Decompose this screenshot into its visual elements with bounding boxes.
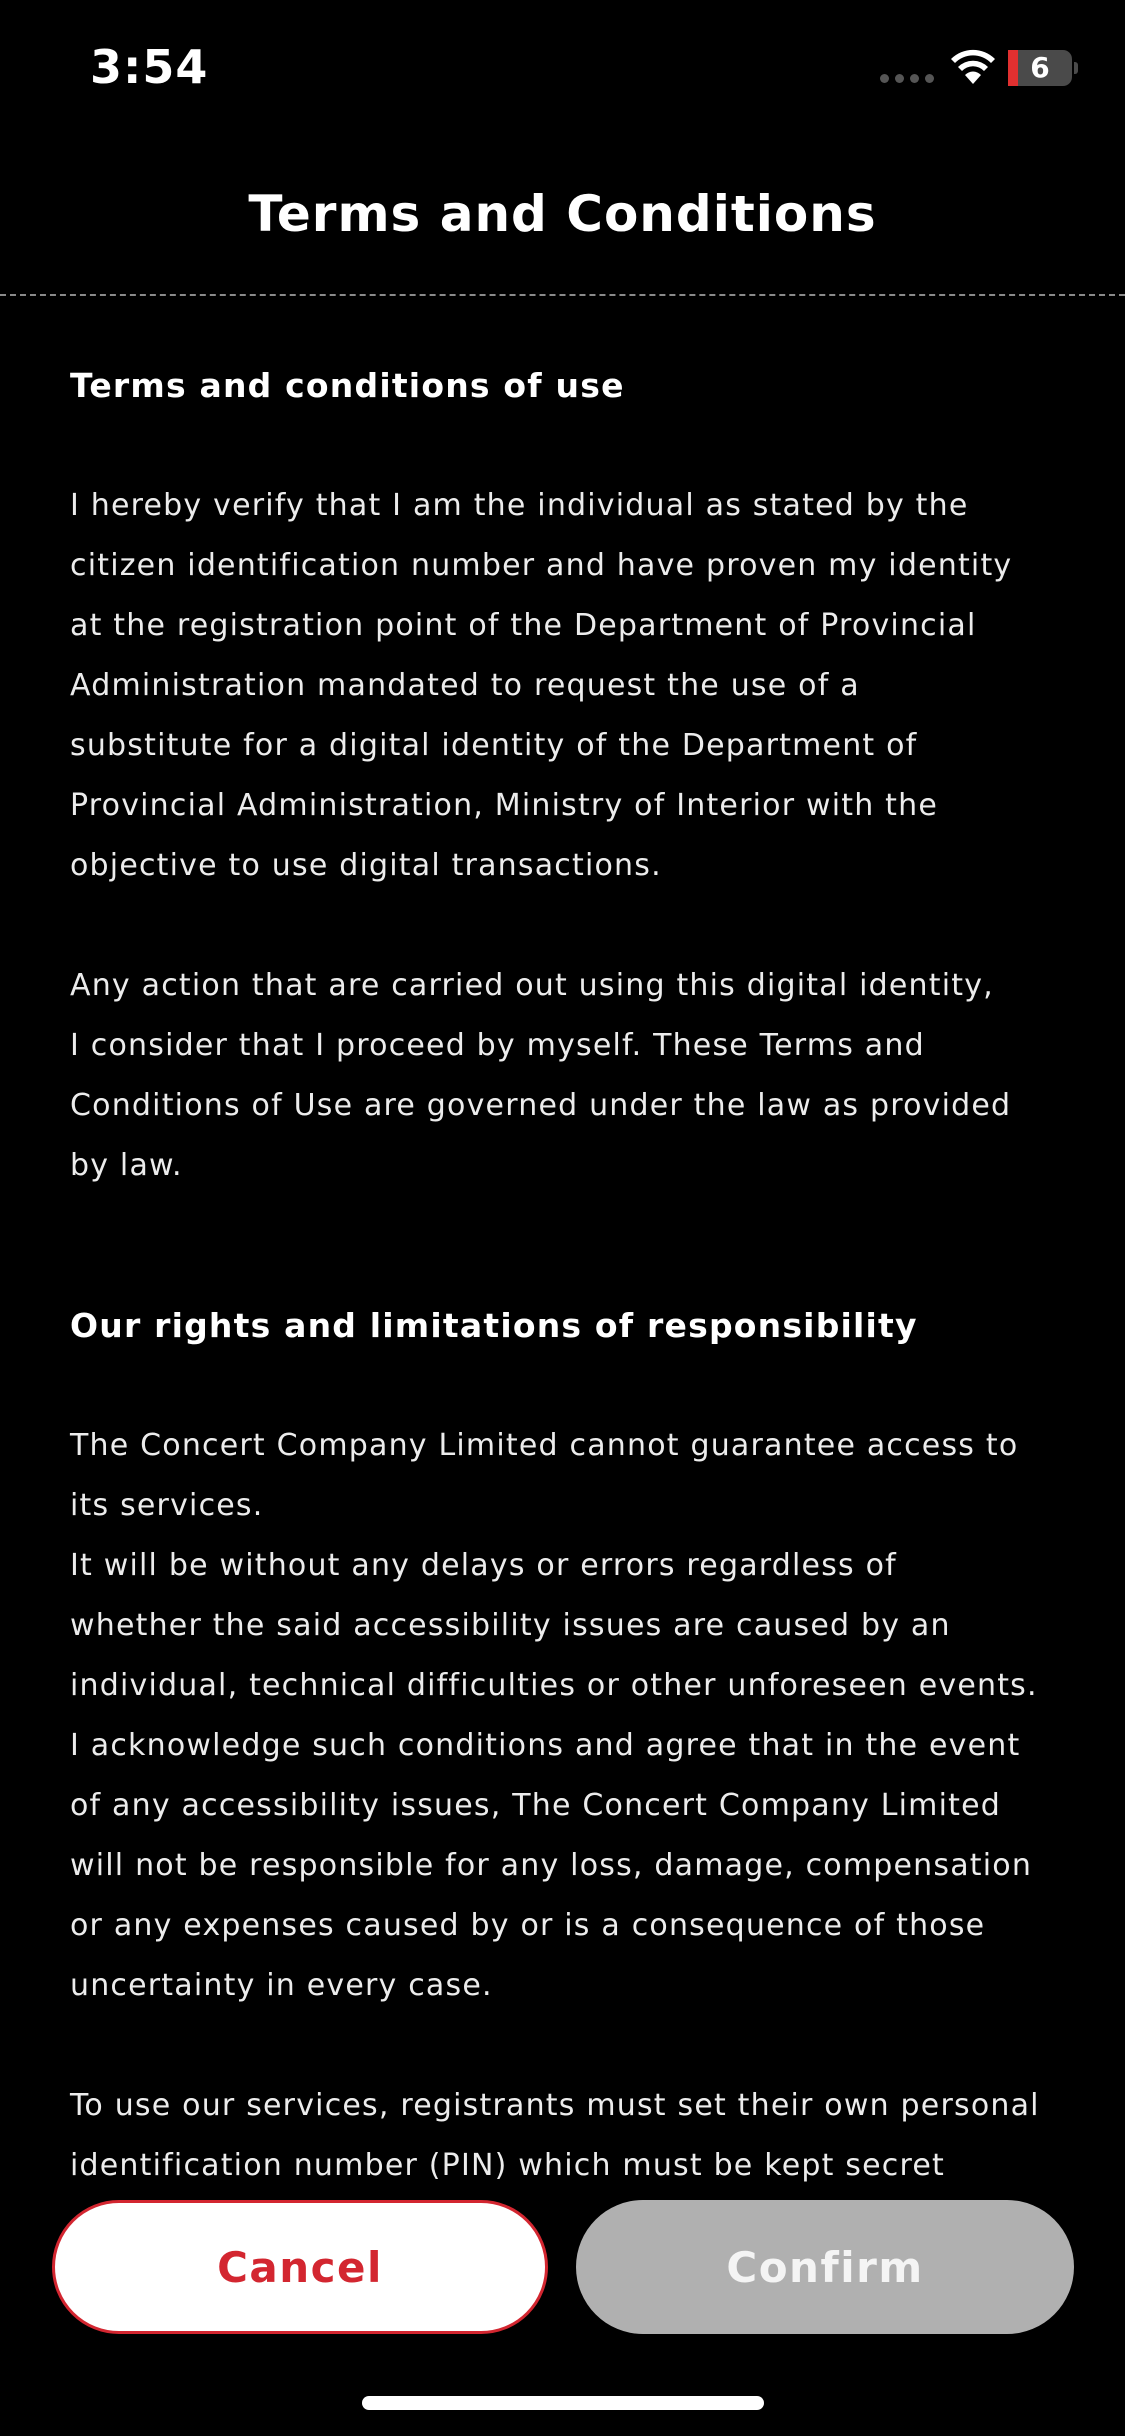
section-heading-terms-of-use: Terms and conditions of use	[70, 366, 625, 405]
terms-paragraph-3: The Concert Company Limited cannot guarantee access to its services. It will be without any delays or errors regardless of whether the said accessibility issues are caused by an individual, technical difficulties or other unforeseen events. I acknowledge such conditions and agree that in the event of any accessibility issues, The Concert Company Limited will not be responsible for any loss, damage, compensation or any expenses caused by or is a consequence of those uncertainty in every case.	[70, 1428, 1038, 2003]
terms-paragraph-2: Any action that are carried out using this digital identity, I consider that I proceed by myself. These Terms and Conditions of Use are governed under the law as provided by law.	[70, 968, 1012, 1183]
status-time: 3:54	[90, 40, 209, 94]
battery-level: 6	[1030, 51, 1050, 84]
terms-content-scroll[interactable]	[70, 296, 1060, 2183]
terms-paragraph-4: To use our services, registrants must set their own personal identification number (PIN) which must be kept secret	[70, 2088, 1040, 2183]
cellular-signal-icon	[880, 74, 934, 83]
wifi-icon	[948, 46, 998, 86]
status-bar	[0, 0, 1125, 140]
confirm-button[interactable]: Confirm	[576, 2200, 1074, 2334]
page-title: Terms and Conditions	[248, 185, 877, 243]
cancel-button[interactable]: Cancel	[52, 2200, 548, 2334]
terms-paragraph-1: I hereby verify that I am the individual as stated by the citizen identification number and have proven my identity at the registration point of the Department of Provincial Administration mandated to request the use of a substitute for a digital identity of the Department of Provincial Administration, Ministry of Interior with the objective to use digital transactions.	[70, 488, 1013, 883]
section-heading-rights-limitations: Our rights and limitations of responsibility	[70, 1306, 918, 1345]
home-indicator	[362, 2396, 764, 2410]
battery-icon	[1008, 50, 1078, 86]
